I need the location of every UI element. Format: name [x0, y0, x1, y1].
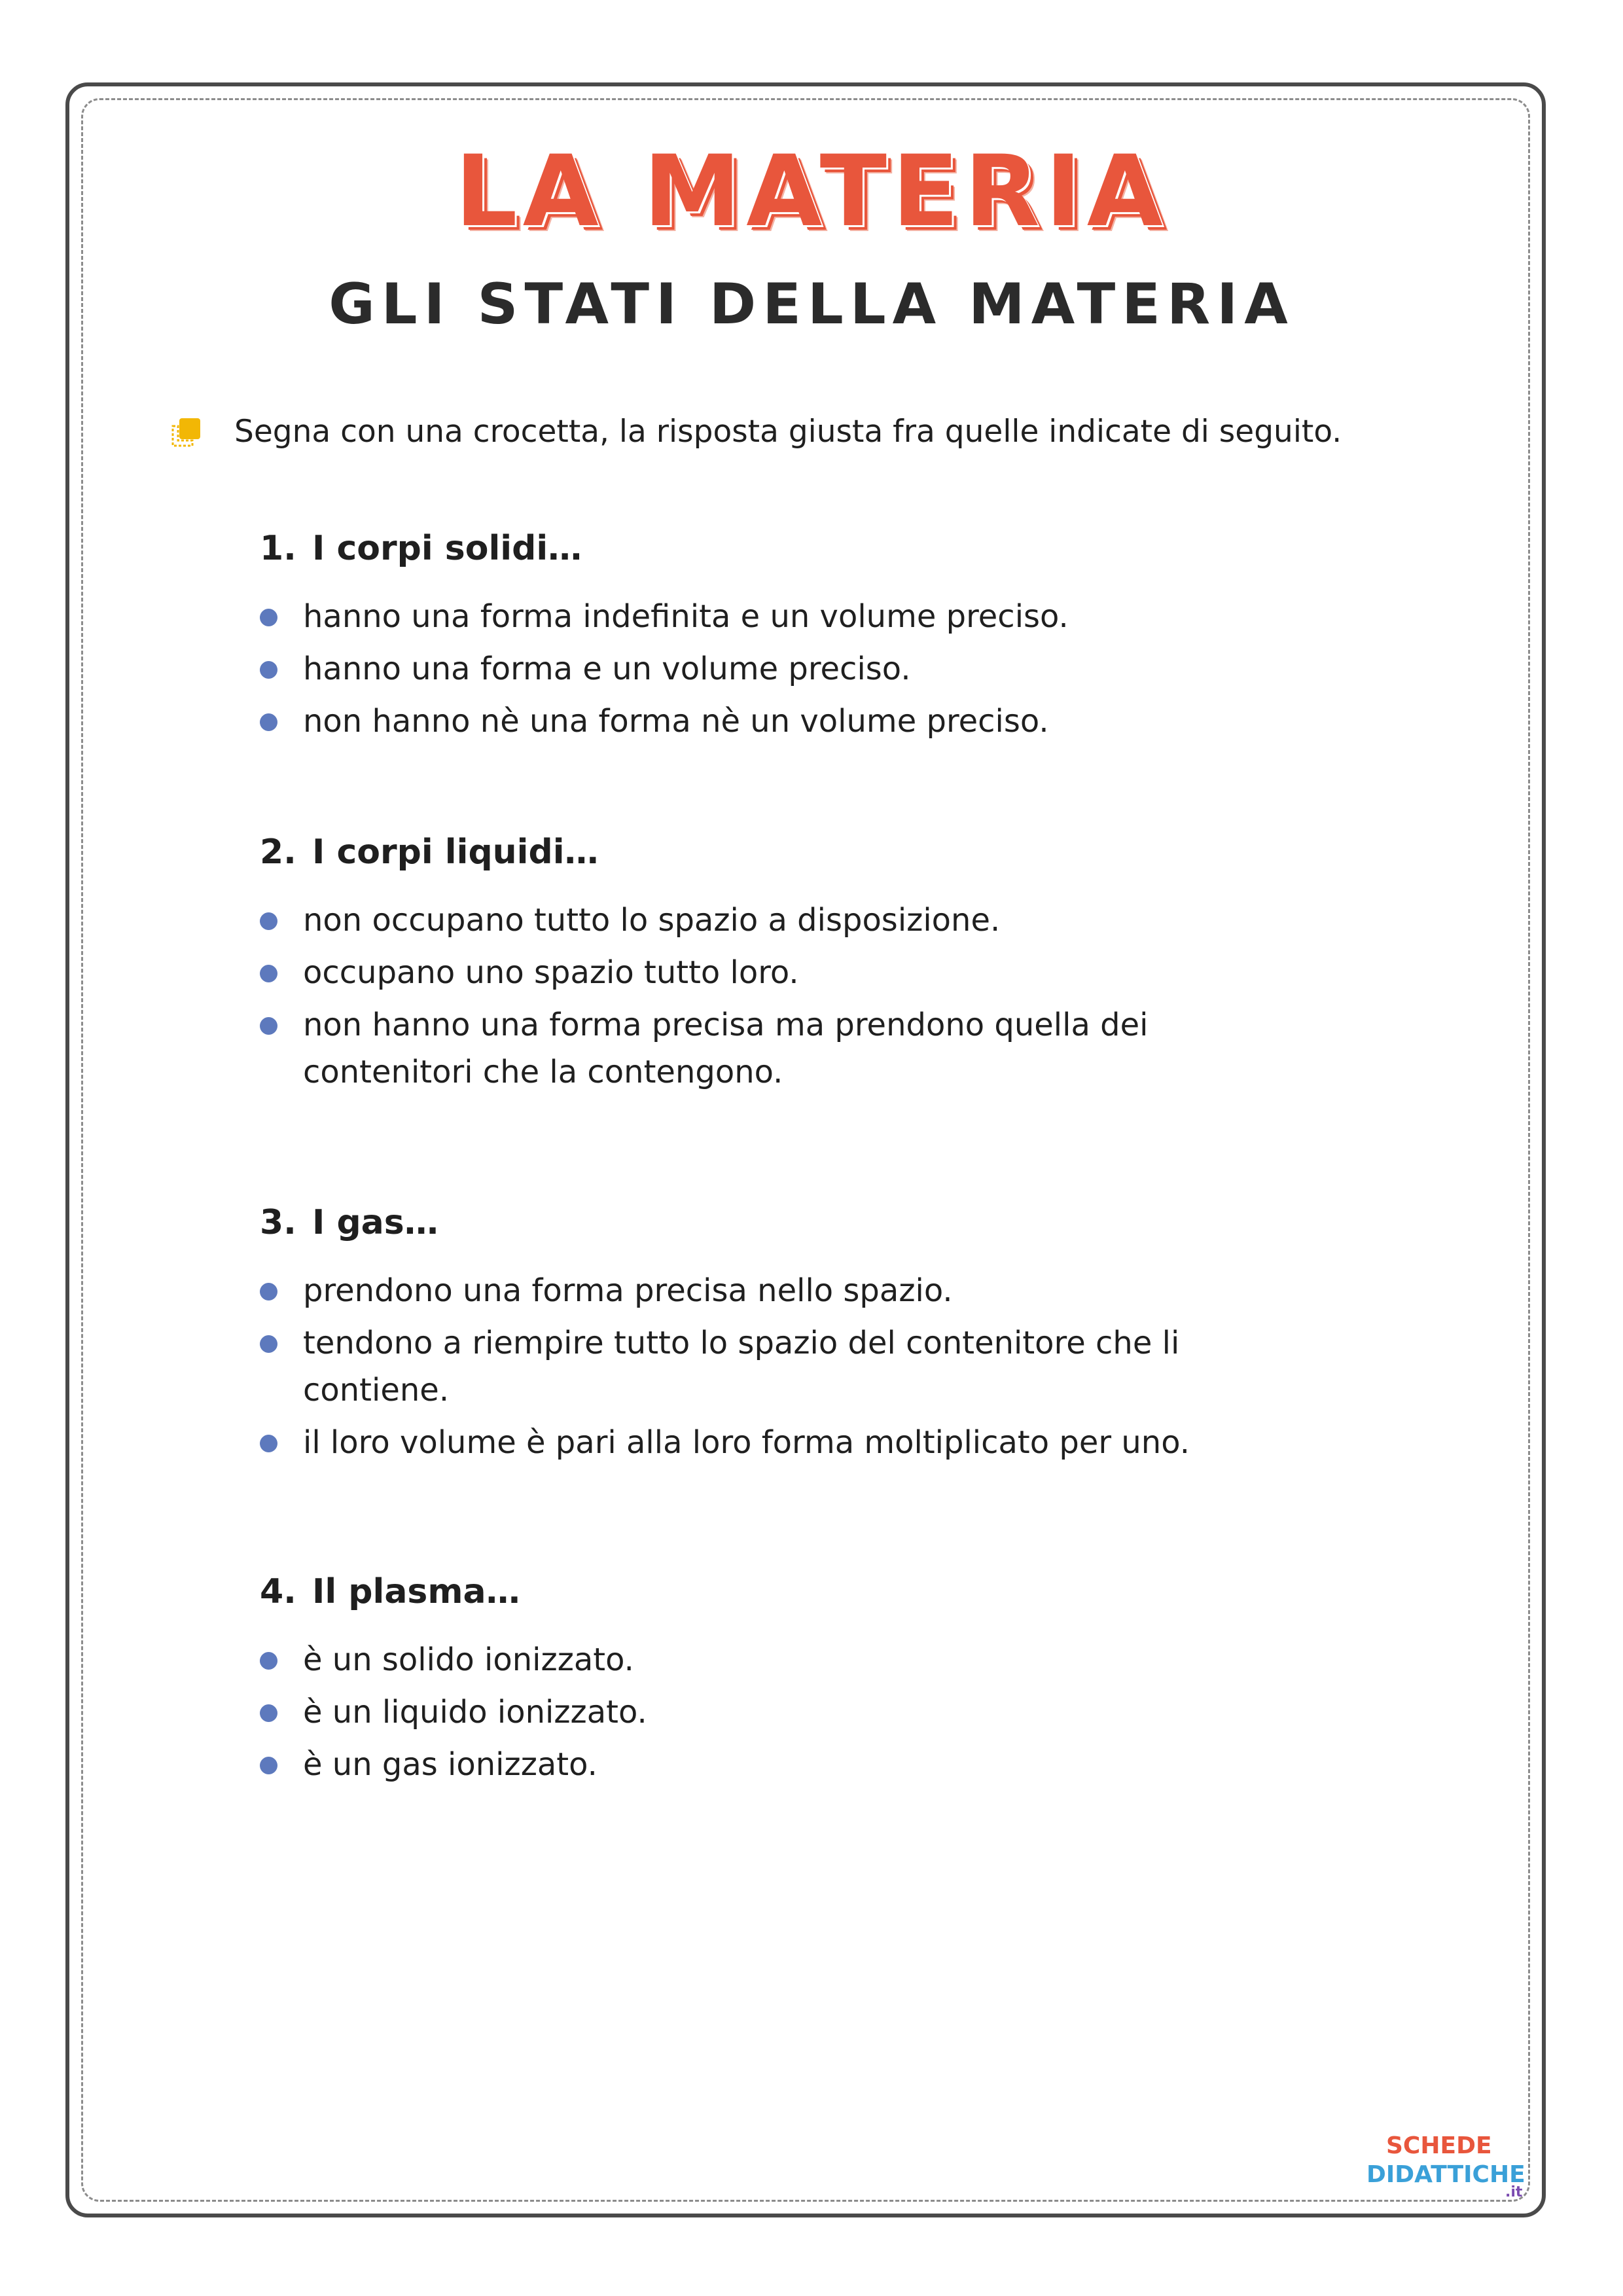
instruction — [171, 414, 1342, 450]
question-text: I corpi solidi… — [312, 529, 582, 568]
question-2 — [260, 835, 1438, 1101]
answer-option[interactable]: non occupano tutto lo spazio a disposizione. — [260, 897, 1438, 944]
question-number: 4. — [260, 1572, 296, 1611]
answer-option[interactable]: è un solido ionizzato. — [260, 1636, 1438, 1683]
question-title — [260, 1572, 1438, 1611]
page-subtitle: GLI STATI DELLA MATERIA — [329, 272, 1294, 337]
answer-option[interactable]: non hanno nè una forma nè un volume preciso. — [260, 698, 1438, 745]
answer-option[interactable]: è un liquido ionizzato. — [260, 1689, 1438, 1736]
answer-list — [260, 1267, 1438, 1466]
answer-list — [260, 1636, 1438, 1788]
question-title — [260, 833, 1438, 872]
question-3 — [260, 1203, 1438, 1471]
instruction-text: Segna con una crocetta, la risposta giusta fra quelle indicate di seguito. — [234, 414, 1342, 450]
sticky-note-icon — [171, 417, 202, 447]
answer-option[interactable]: hanno una forma e un volume preciso. — [260, 645, 1438, 692]
answer-option[interactable]: non hanno una forma precisa ma prendono quella dei contenitori che la contengono. — [260, 1001, 1245, 1096]
svg-text:DIDATTICHE: DIDATTICHE — [1366, 2161, 1525, 2188]
question-title — [260, 529, 1438, 568]
question-text: I gas… — [312, 1203, 438, 1242]
answer-list — [260, 593, 1438, 745]
question-title — [260, 1203, 1438, 1242]
svg-text:.it: .it — [1505, 2184, 1523, 2199]
question-text: Il plasma… — [312, 1572, 520, 1611]
answer-option[interactable]: hanno una forma indefinita e un volume preciso. — [260, 593, 1438, 640]
answer-option[interactable]: il loro volume è pari alla loro forma moltiplicato per uno. — [260, 1419, 1438, 1466]
question-number: 3. — [260, 1203, 296, 1242]
question-4 — [260, 1572, 1438, 1793]
answer-option[interactable]: è un gas ionizzato. — [260, 1741, 1438, 1788]
question-number: 1. — [260, 529, 296, 568]
question-number: 2. — [260, 833, 296, 872]
answer-list — [260, 897, 1438, 1096]
question-1 — [260, 531, 1438, 750]
svg-text:SCHEDE: SCHEDE — [1386, 2132, 1492, 2159]
brand-logo — [1366, 2127, 1537, 2199]
answer-option[interactable]: tendono a riempire tutto lo spazio del contenitore che li contiene. — [260, 1319, 1285, 1414]
question-text: I corpi liquidi… — [312, 833, 599, 872]
page-title: LA MATERIA — [455, 135, 1168, 249]
answer-option[interactable]: prendono una forma precisa nello spazio. — [260, 1267, 1438, 1314]
answer-option[interactable]: occupano uno spazio tutto loro. — [260, 949, 1438, 996]
